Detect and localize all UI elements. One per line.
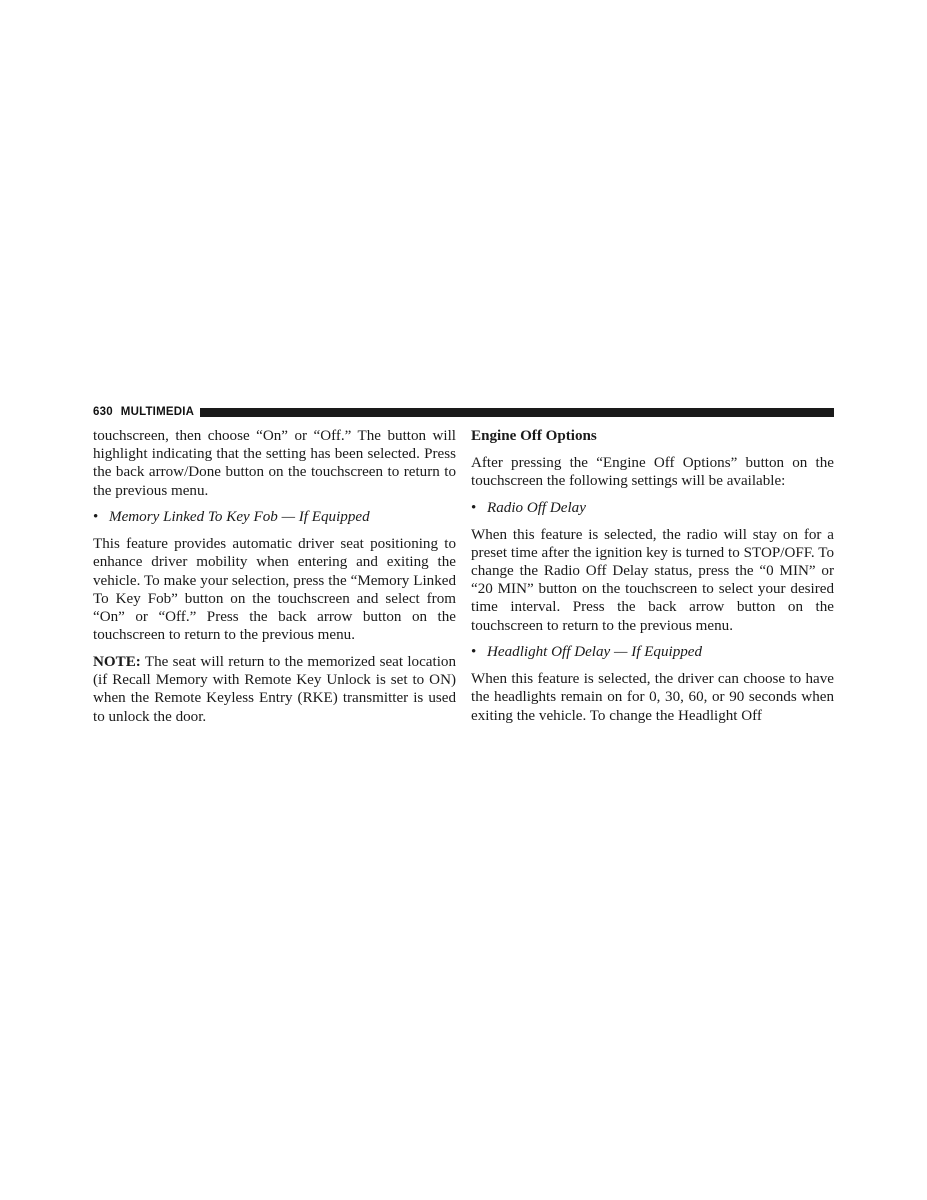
paragraph-engine-off-intro: After pressing the “Engine Off Options” button on the touchscreen the following settings will be available: <box>471 454 834 489</box>
bullet-icon: • <box>471 644 477 661</box>
bullet-icon: • <box>471 499 477 516</box>
paragraph-headlight-off-delay: When this feature is selected, the driver can choose to have the headlights remain on for 0, 30, 60, or 90 seconds when exiting the vehicle. To change the Headlight Off <box>471 671 834 724</box>
bullet-label: Radio Off Delay <box>487 499 586 516</box>
bullet-radio-off-delay <box>471 499 834 517</box>
page-number: 630 <box>93 406 113 418</box>
heading-engine-off-options: Engine Off Options <box>471 428 597 444</box>
note-text: The seat will return to the memorized seat location (if Recall Memory with Remote Key Unlock is set to ON) when the Remote Keyless Entry (RKE) transmitter is used to unlock the door. <box>93 654 456 725</box>
bullet-label: Memory Linked To Key Fob — If Equipped <box>109 509 370 526</box>
note-label: NOTE: <box>93 654 141 671</box>
paragraph-radio-off-delay: When this feature is selected, the radio will stay on for a preset time after the ignition key is turned to STOP/OFF. To change the Radio Off Delay status, press the “0 MIN” or “20 MIN” button on the touchscreen to select your desired time interval. Press the back arrow button on the touchscreen to return to the previous menu. <box>471 526 834 634</box>
bullet-icon: • <box>93 509 99 526</box>
page-header <box>93 405 834 419</box>
note-paragraph <box>93 653 456 726</box>
bullet-label: Headlight Off Delay — If Equipped <box>487 644 703 661</box>
bullet-memory-linked-key-fob <box>93 508 456 526</box>
paragraph-memory-feature: This feature provides automatic driver seat positioning to enhance driver mobility when entering and exiting the vehicle. To make your selection, press the “Memory Linked To Key Fob” button on the touchscreen and select from “On” or “Off.” Press the back arrow button on the touchscreen to return to the previous menu. <box>93 536 456 644</box>
left-column <box>93 427 456 734</box>
section-title: MULTIMEDIA <box>120 406 195 418</box>
paragraph-touchscreen-choose: touchscreen, then choose “On” or “Off.” The button will highlight indicating that the setting has been selected. Press the back arrow/Done button on the touchscreen to return to the previous menu. <box>93 428 456 499</box>
header-rule <box>200 408 834 417</box>
right-column <box>471 427 834 733</box>
bullet-headlight-off-delay <box>471 643 834 661</box>
